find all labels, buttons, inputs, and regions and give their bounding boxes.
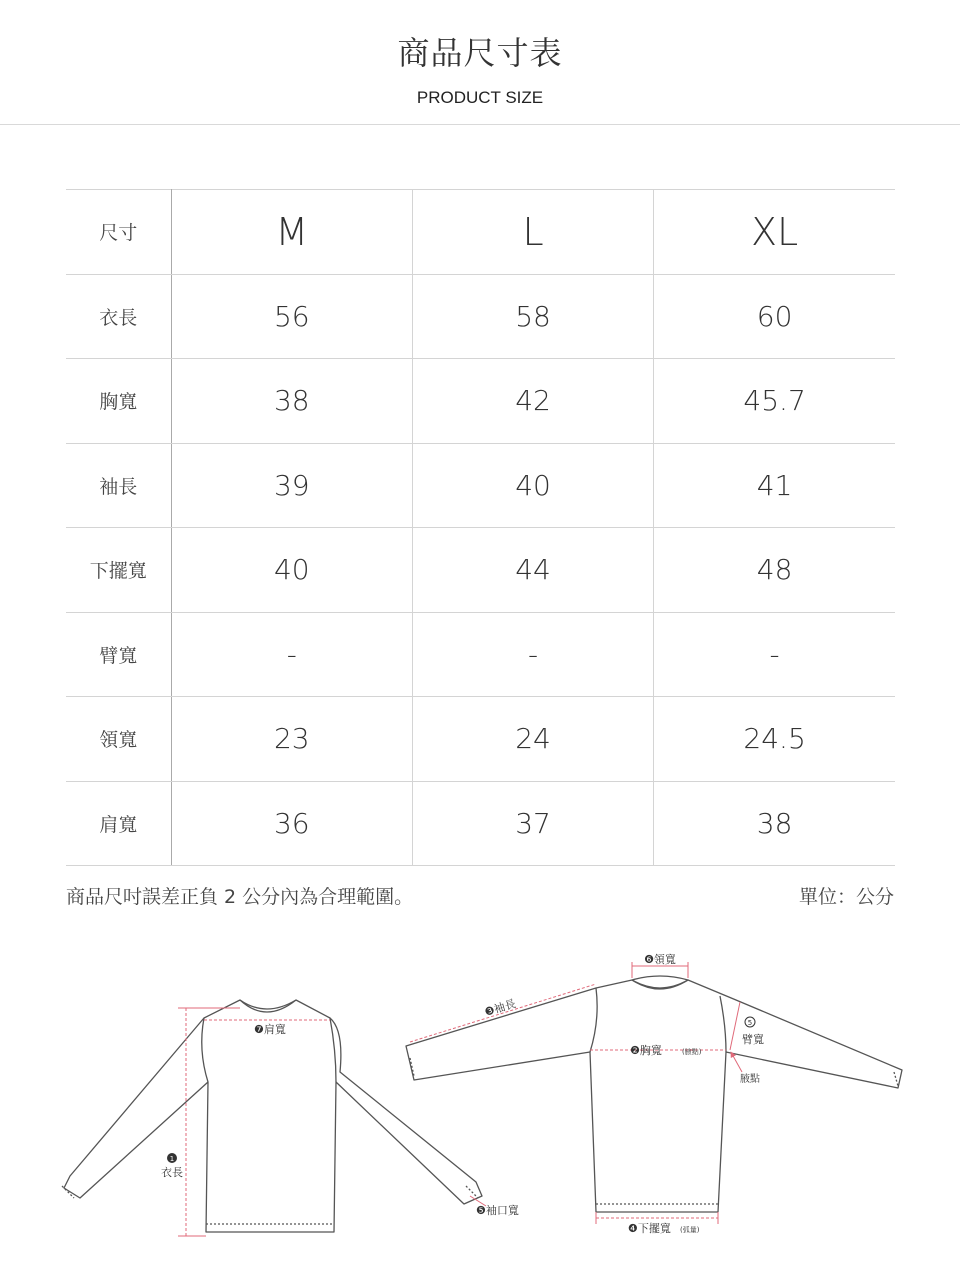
table-cell: - <box>171 612 412 697</box>
table-row <box>66 443 895 528</box>
armpit-label: 腋點 <box>740 1074 760 1085</box>
table-cell: 60 <box>654 274 895 359</box>
table-cell: 44 <box>412 528 653 613</box>
table-cell: 45.7 <box>654 359 895 444</box>
page-title: 商品尺寸表 <box>397 34 563 72</box>
chest-note: (腋點) <box>682 1048 702 1056</box>
row-label: 袖長 <box>66 443 171 528</box>
row-label: 領寬 <box>66 697 171 782</box>
size-xl: XL <box>654 190 895 275</box>
size-header-row <box>66 190 895 275</box>
table-cell: 24 <box>412 697 653 782</box>
length-label: 衣長 <box>161 1166 183 1179</box>
cuff-label: ❺袖口寬 <box>476 1204 519 1217</box>
arm-number: 5 <box>747 1019 753 1027</box>
neck-label: ❻領寬 <box>644 953 676 966</box>
table-cell: 37 <box>412 781 653 866</box>
hem-note: (弧量) <box>680 1226 700 1234</box>
size-l: L <box>412 190 653 275</box>
table-row <box>66 359 895 444</box>
table-cell: 36 <box>171 781 412 866</box>
table-row <box>66 781 895 866</box>
table-cell: 23 <box>171 697 412 782</box>
arm-label: 臂寬 <box>742 1033 764 1046</box>
table-row <box>66 528 895 613</box>
table-cell: 58 <box>412 274 653 359</box>
table-cell: 38 <box>654 781 895 866</box>
row-label: 臂寬 <box>66 612 171 697</box>
back-shirt-drawing <box>406 976 902 1212</box>
table-cell: 38 <box>171 359 412 444</box>
unit-label: 單位：公分 <box>798 886 894 908</box>
size-table <box>66 189 895 866</box>
table-row <box>66 612 895 697</box>
row-label: 衣長 <box>66 274 171 359</box>
sleeve-label: ❸袖長 <box>483 997 518 1019</box>
table-row <box>66 274 895 359</box>
table-cell: - <box>412 612 653 697</box>
table-row <box>66 697 895 782</box>
table-cell: 56 <box>171 274 412 359</box>
table-cell: 40 <box>171 528 412 613</box>
table-cell: 48 <box>654 528 895 613</box>
row-label: 下擺寬 <box>66 528 171 613</box>
size-m: M <box>171 190 412 275</box>
page-subtitle: PRODUCT SIZE <box>416 88 544 107</box>
shoulder-label: ❼肩寬 <box>254 1023 286 1036</box>
size-label: 尺寸 <box>66 190 171 275</box>
table-cell: 42 <box>412 359 653 444</box>
table-cell: - <box>654 612 895 697</box>
row-label: 肩寬 <box>66 781 171 866</box>
back-measure-lines <box>410 962 742 1224</box>
header <box>0 0 960 125</box>
front-labels <box>161 1022 519 1217</box>
table-cell: 39 <box>171 443 412 528</box>
table-cell: 24.5 <box>654 697 895 782</box>
chest-label: ❷胸寬 <box>630 1044 662 1057</box>
hem-label: ❹下擺寬 <box>628 1222 671 1235</box>
front-measure-lines <box>178 1008 486 1236</box>
measurement-diagram <box>0 930 960 1276</box>
tolerance-note: 商品尺吋誤差正負 2 公分內為合理範圍。 <box>66 886 414 908</box>
table-cell: 40 <box>412 443 653 528</box>
row-label: 胸寬 <box>66 359 171 444</box>
table-cell: 41 <box>654 443 895 528</box>
length-number: 1 <box>169 1155 175 1163</box>
